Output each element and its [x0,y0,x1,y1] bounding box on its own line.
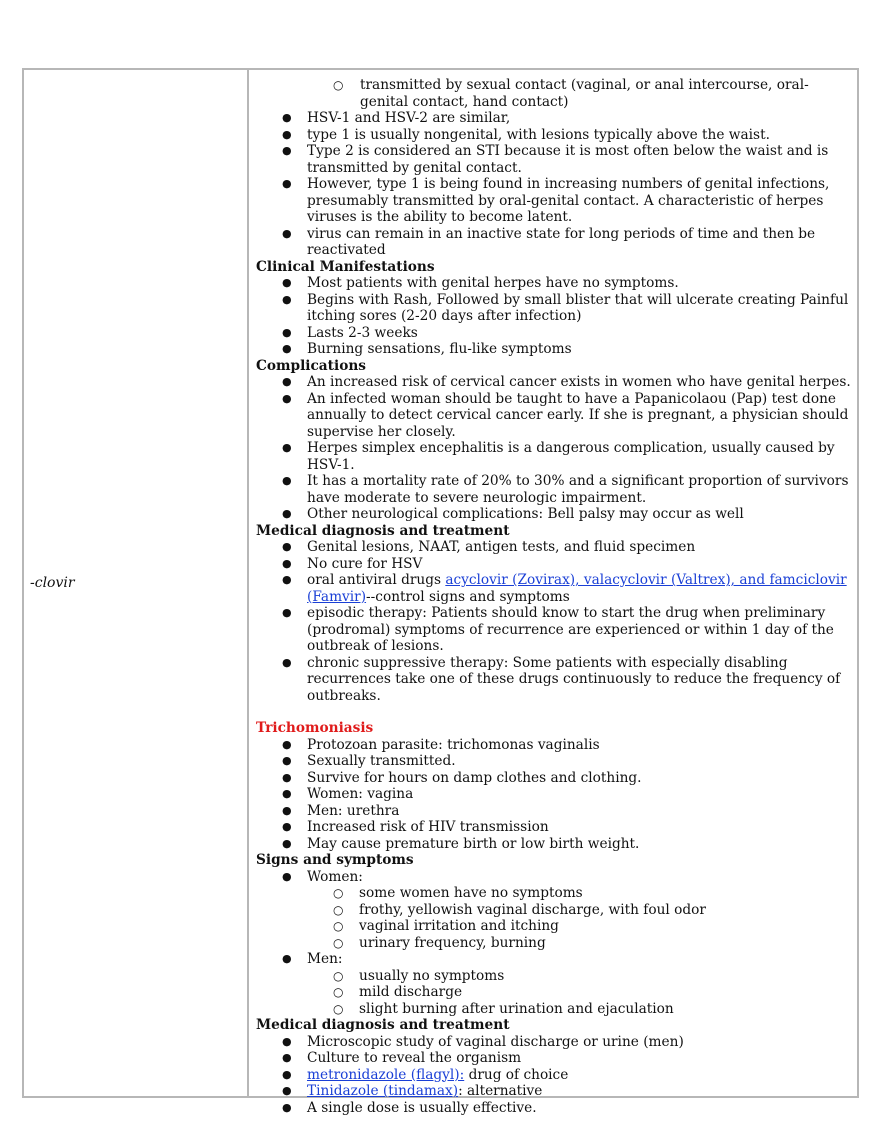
bullet-icon: ● [282,836,292,850]
bullet-icon: ● [282,1051,292,1064]
list-item [256,753,851,770]
bullet-icon: ● [282,803,292,817]
bullet-icon: ● [282,606,292,619]
signs-list [256,869,851,886]
list-item [256,1083,851,1100]
list-item [256,556,851,573]
bullet-icon: ● [282,655,292,669]
list-item-text: Burning sensations, flu-like symptoms [307,341,572,357]
list-item [256,1067,851,1084]
list-item [256,506,851,523]
bullet-icon: ● [282,540,292,553]
list-item-text: No cure for HSV [307,555,423,572]
hollow-bullet-icon: ○ [333,935,344,950]
bullet-icon: ● [282,737,292,751]
bullet-icon: ● [282,226,292,240]
term-cell [24,70,249,1096]
list-item [256,918,851,935]
clinical-list [256,275,851,358]
list-item-text: mild discharge [359,984,463,1000]
bullet-icon: ● [282,111,292,124]
list-item-text: Increased risk of HIV transmission [307,819,549,835]
list-item-text: transmitted by sexual contact (vaginal, or anal intercourse, oral-genital contact, hand contact) [360,77,809,110]
list-item-text: Most patients with genital herpes have no symptoms. [307,275,679,291]
list-item-text: slight burning after urination and ejaculation [359,1000,674,1017]
bullet-icon: ● [282,1034,292,1048]
bullet-icon: ● [282,342,292,355]
bullet-icon: ● [282,177,292,190]
list-item-text: Lasts 2-3 weeks [307,324,418,341]
bullet-icon: ● [282,787,292,800]
herpes-treatment-list [256,539,851,704]
bullet-icon: ● [282,556,292,570]
hollow-bullet-icon: ○ [333,1001,344,1016]
list-item-text: Type 2 is considered an STI because it is most often below the waist and is transmitted by genital contact. [307,143,829,176]
bullet-icon: ● [282,869,292,883]
men-sub-list [256,968,851,1018]
bullet-icon: ● [282,474,292,487]
list-item [256,605,851,655]
list-item-text: Men: [307,951,343,967]
list-item-text: Men: urethra [307,802,400,819]
hollow-bullet-icon: ○ [333,919,344,933]
herpes-treatment-heading: Medical diagnosis and treatment [256,522,510,539]
list-item [256,836,851,853]
hollow-bullet-icon: ○ [333,985,344,999]
bullet-icon: ● [282,292,292,306]
list-item [256,935,851,952]
bullet-icon: ● [282,1084,292,1097]
list-item [256,341,851,358]
list-item [256,1100,851,1117]
list-item-text: An increased risk of cervical cancer exists in women who have genital herpes. [307,374,851,390]
hollow-bullet-icon: ○ [333,886,344,900]
bullet-icon: ● [282,573,292,586]
list-item [256,786,851,803]
term-label: -clovir [30,575,75,591]
trich-treatment-list [256,1034,851,1117]
list-item [256,885,851,902]
list-item-text: virus can remain in an inactive state for long periods of time and then be reactivated [307,225,816,258]
hollow-bullet-icon: ○ [333,78,344,92]
list-item [256,275,851,292]
list-item-text: HSV-1 and HSV-2 are similar, [307,110,511,126]
list-item [256,737,851,754]
tinidazole-link[interactable]: Tinidazole (tindamax) [307,1083,459,1099]
list-item-text: May cause premature birth or low birth weight. [307,835,640,852]
bullet-icon: ● [282,325,292,339]
list-item [256,819,851,836]
list-item [256,770,851,787]
hsv-list [256,110,851,259]
list-item-text: Protozoan parasite: trichomonas vaginalis [307,736,600,753]
list-item [256,77,851,110]
list-item-text: oral antiviral drugs [307,572,446,588]
list-item-text: some women have no symptoms [359,885,583,901]
list-item-text: Survive for hours on damp clothes and clothing. [307,769,642,786]
list-item [256,1050,851,1067]
list-item [256,968,851,985]
bullet-icon: ● [282,754,292,767]
list-item [256,374,851,391]
list-item-text: Other neurological complications: Bell palsy may occur as well [307,506,744,522]
women-sub-list [256,885,851,951]
bullet-icon: ● [282,1067,292,1081]
bullet-icon: ● [282,441,292,454]
trichomoniasis-heading: Trichomoniasis [256,720,374,736]
list-item-text: Genital lesions, NAAT, antigen tests, and fluid specimen [307,539,696,555]
list-item-text: Women: vagina [307,786,414,802]
bullet-icon: ● [282,144,292,157]
bullet-icon: ● [282,1100,292,1114]
men-list [256,951,851,968]
list-item-text: drug of choice [464,1066,569,1083]
trich-list [256,737,851,853]
list-item [256,951,851,968]
notes-table [22,68,859,1116]
trich-treatment-heading: Medical diagnosis and treatment [256,1017,510,1033]
bullet-icon: ● [282,276,292,289]
list-item [256,984,851,1001]
list-item-text: : alternative [458,1083,543,1099]
list-item [256,1001,851,1018]
complications-list [256,374,851,523]
bullet-icon: ● [282,391,292,405]
list-item [256,391,851,441]
bullet-icon: ● [282,820,292,833]
list-item [256,325,851,342]
bullet-icon: ● [282,375,292,388]
list-item [256,539,851,556]
list-item-text: Sexually transmitted. [307,753,456,769]
hollow-bullet-icon: ○ [333,902,344,917]
list-item-text: Herpes simplex encephalitis is a dangerous complication, usually caused by HSV-1. [307,440,835,473]
clinical-heading: Clinical Manifestations [256,258,435,275]
list-item-text: Women: [307,868,363,885]
list-item-text: An infected woman should be taught to have a Papanicolaou (Pap) test done annually to detect cervical cancer early. If she is pregnant, a physician should supervise her closely. [307,390,849,440]
list-item-text: vaginal irritation and itching [359,918,559,934]
list-item [256,143,851,176]
bullet-icon: ● [282,127,292,141]
list-item-text: It has a mortality rate of 20% to 30% and a significant proportion of survivors have moderate to severe neurologic impairment. [307,473,849,506]
list-item-text: --control signs and symptoms [366,588,570,605]
list-item [256,655,851,705]
list-item-text: type 1 is usually nongenital, with lesions typically above the waist. [307,126,770,143]
list-item-text: chronic suppressive therapy: Some patients with especially disabling recurrences take one of these drugs continuously to reduce the frequency of outbreaks. [307,654,841,704]
list-item [256,1034,851,1051]
hollow-bullet-icon: ○ [333,968,344,983]
list-item [256,902,851,919]
list-item-text: urinary frequency, burning [359,934,546,951]
list-item [256,440,851,473]
list-item [256,869,851,886]
list-item-text: episodic therapy: Patients should know to start the drug when preliminary (prodromal) symptoms of recurrence are experienced or within 1 day of the outbreak of lesions. [307,605,834,654]
list-item-text: A single dose is usually effective. [307,1099,537,1116]
list-item [256,803,851,820]
list-item [256,572,851,605]
metronidazole-link[interactable]: metronidazole (flagyl): [307,1066,465,1083]
bullet-icon: ● [282,770,292,784]
list-item-text: However, type 1 is being found in increasing numbers of genital infections, presumably transmitted by oral-genital contact. A characteristic of herpes viruses is the ability to become latent. [307,176,830,225]
list-item [256,110,851,127]
complications-heading: Complications [256,357,366,374]
list-item [256,127,851,144]
signs-heading: Signs and symptoms [256,852,414,868]
list-item [256,473,851,506]
antiviral-drugs-link[interactable]: acyclovir (Zovirax), valacyclovir (Valtrex), and famciclovir (Famvir) [307,572,847,605]
list-item [256,292,851,325]
list-item-text: Microscopic study of vaginal discharge or urine (men) [307,1033,684,1050]
list-item-text: frothy, yellowish vaginal discharge, with foul odor [359,901,706,918]
content-cell [249,70,857,1116]
list-item-text: Begins with Rash, Followed by small blister that will ulcerate creating Painful itching sores (2-20 days after infection) [307,291,849,324]
list-item-text: usually no symptoms [359,967,505,984]
list-item [256,226,851,259]
bullet-icon: ● [282,507,292,520]
intro-sub-list [256,77,851,110]
list-item [256,176,851,226]
list-item-text: Culture to reveal the organism [307,1050,522,1066]
bullet-icon: ● [282,952,292,965]
